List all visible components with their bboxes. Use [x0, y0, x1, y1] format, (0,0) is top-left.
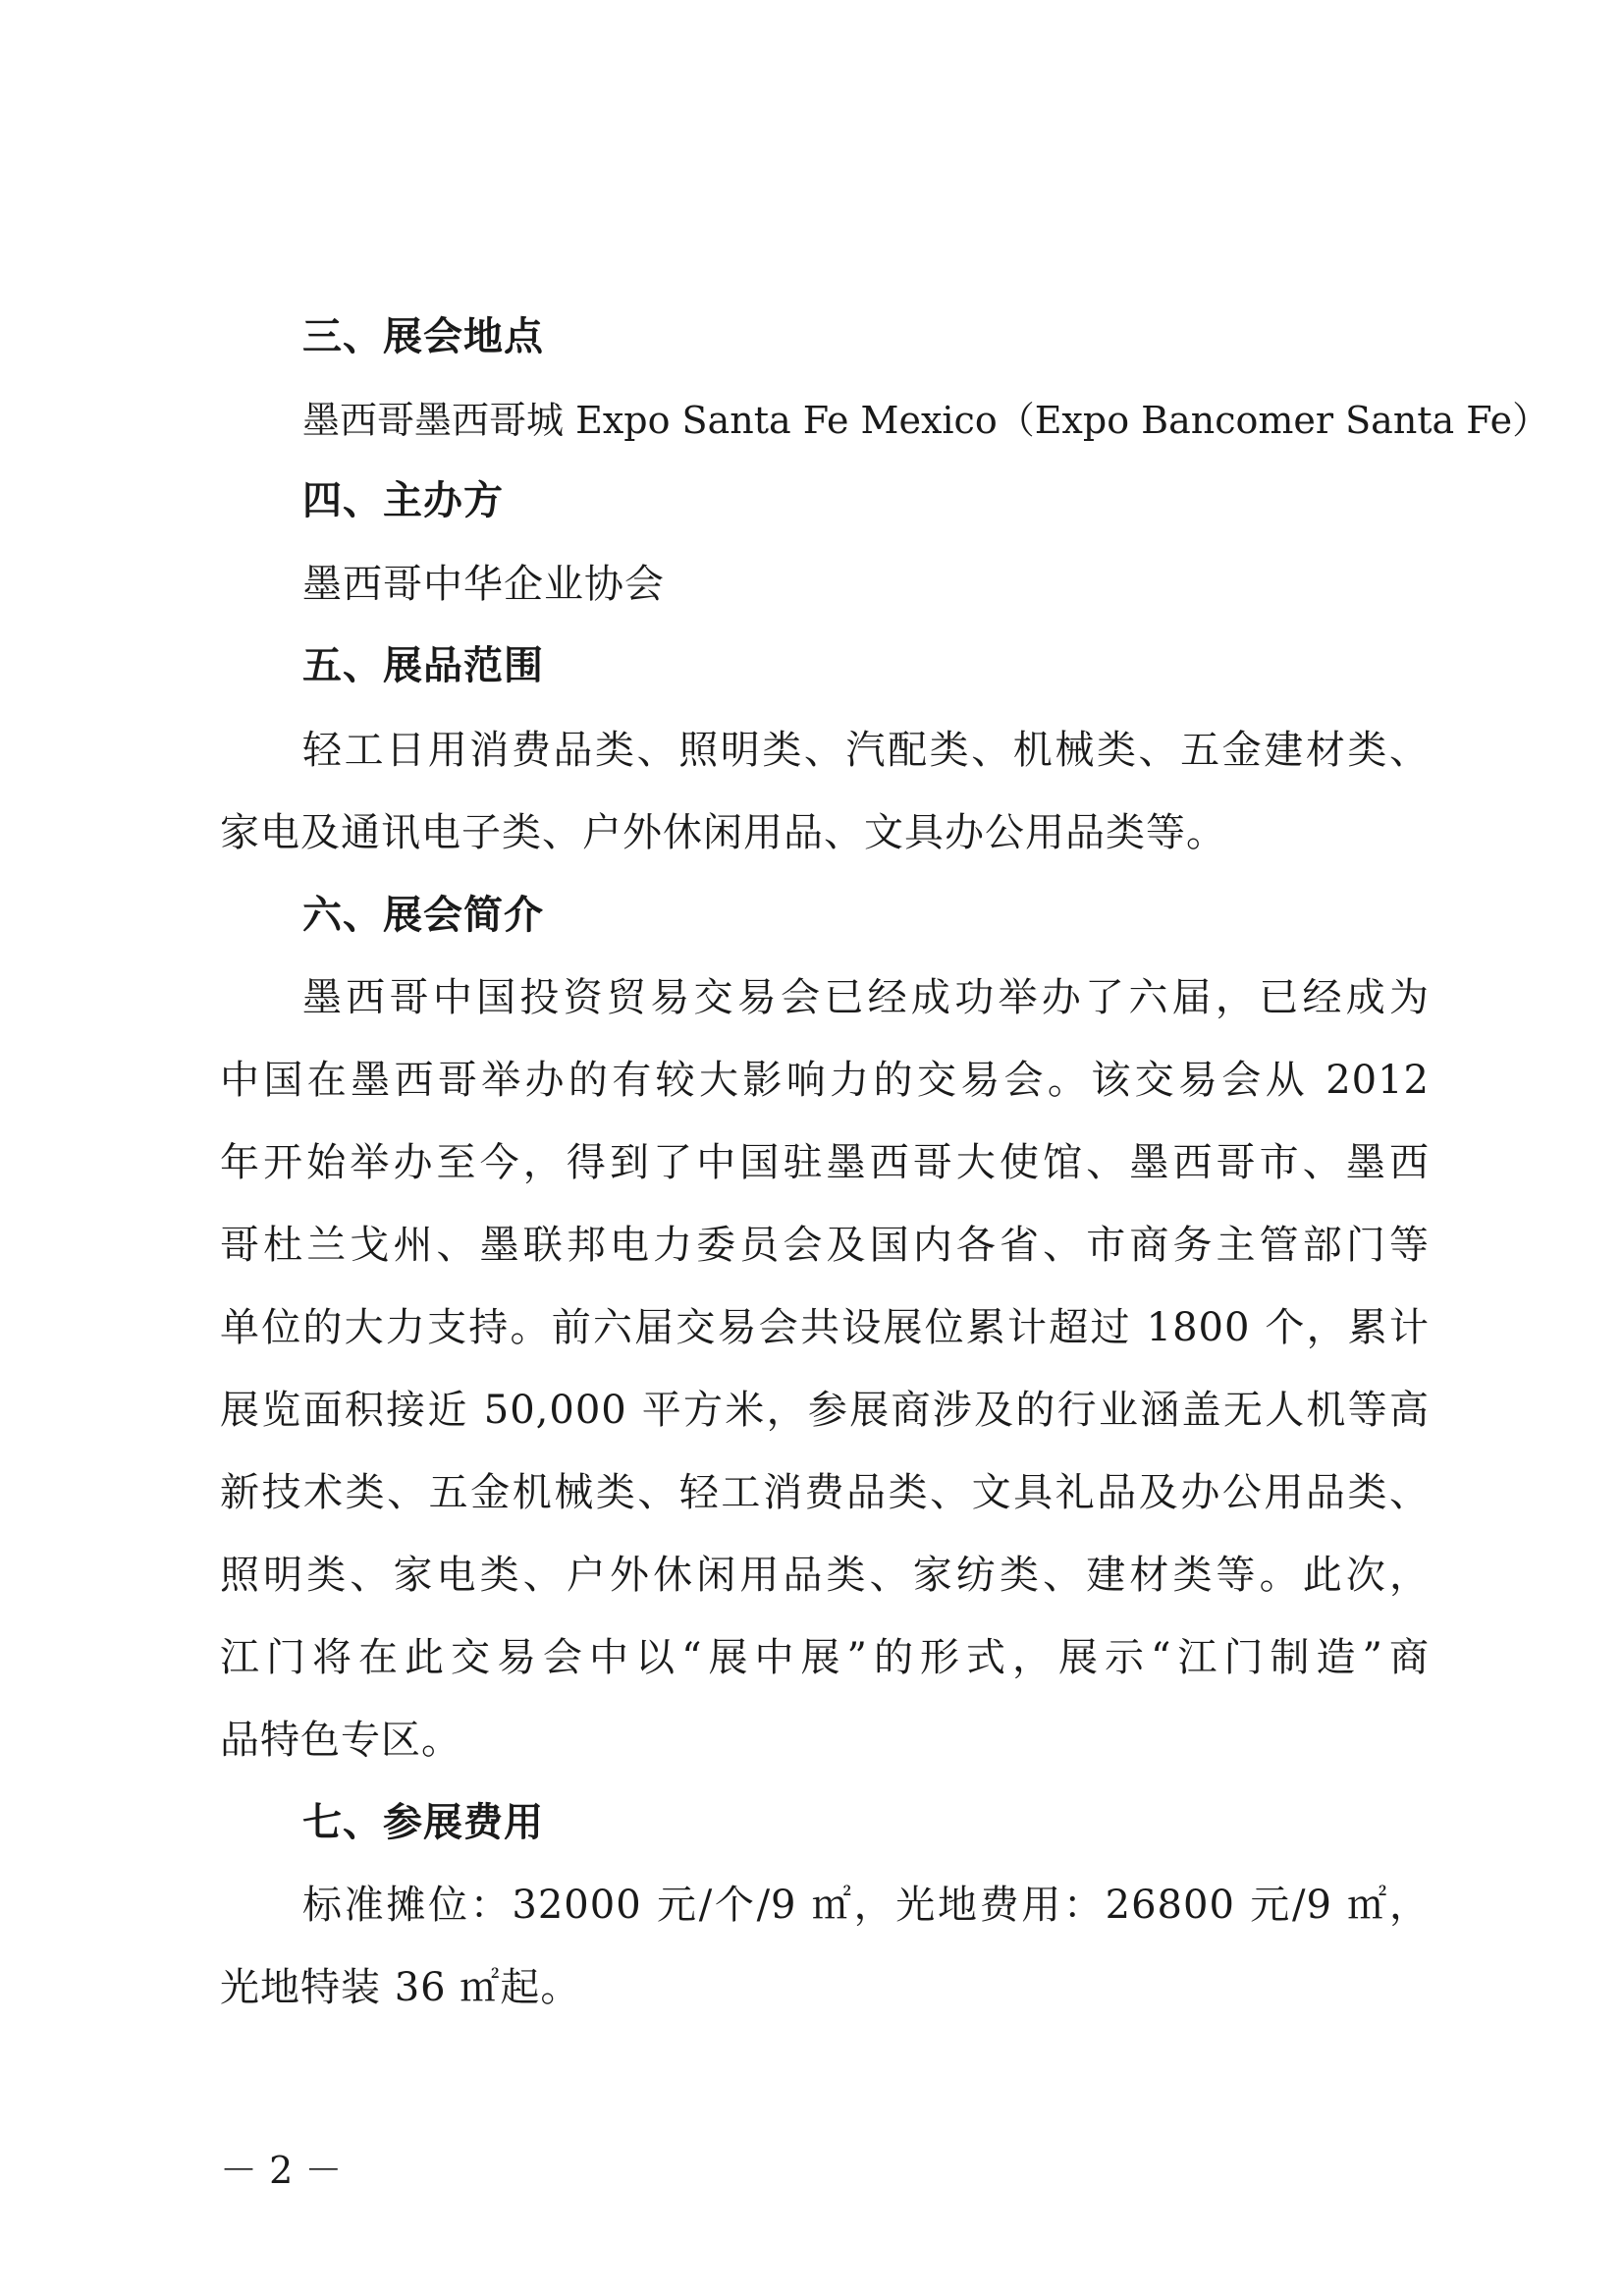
intro-line-2: 中国在墨西哥举办的有较大影响力的交易会。该交易会从 2012	[220, 1058, 1430, 1103]
intro-line-3: 年开始举办至今，得到了中国驻墨西哥大使馆、墨西哥市、墨西	[220, 1140, 1430, 1185]
intro-line-5: 单位的大力支持。前六届交易会共设展位累计超过 1800 个，累计	[220, 1305, 1430, 1350]
section-heading-organizer: 四、主办方	[302, 478, 504, 523]
page-number: － 2 －	[220, 2149, 343, 2192]
organizer-text: 墨西哥中华企业协会	[302, 562, 665, 607]
intro-line-10: 品特色专区。	[220, 1718, 461, 1763]
intro-line-7: 新技术类、五金机械类、轻工消费品类、文具礼品及办公用品类、	[220, 1470, 1430, 1515]
section-heading-intro: 六、展会简介	[302, 893, 544, 938]
section-heading-scope: 五、展品范围	[302, 643, 544, 688]
intro-line-1: 墨西哥中国投资贸易交易会已经成功举办了六届，已经成为	[302, 975, 1430, 1020]
intro-line-8: 照明类、家电类、户外休闲用品类、家纺类、建材类等。此次，	[220, 1553, 1430, 1598]
intro-line-6: 展览面积接近 50,000 平方米，参展商涉及的行业涵盖无人机等高	[220, 1388, 1430, 1433]
scope-line-1: 轻工日用消费品类、照明类、汽配类、机械类、五金建材类、	[302, 728, 1430, 773]
section-heading-fees: 七、参展费用	[302, 1800, 544, 1845]
intro-line-4: 哥杜兰戈州、墨联邦电力委员会及国内各省、市商务主管部门等	[220, 1223, 1430, 1268]
section-heading-location: 三、展会地点	[302, 314, 544, 359]
scope-line-2: 家电及通讯电子类、户外休闲用品、文具办公用品类等。	[220, 810, 1226, 855]
document-page	[220, 0, 1550, 2296]
fees-line-2: 光地特装 36 ㎡起。	[220, 1965, 581, 2010]
intro-line-9: 江门将在此交易会中以“展中展”的形式，展示“江门制造”商	[220, 1635, 1430, 1680]
location-text: 墨西哥墨西哥城 Expo Santa Fe Mexico（Expo Bancomer Santa Fe）	[302, 399, 1550, 442]
fees-line-1: 标准摊位：32000 元/个/9 ㎡，光地费用：26800 元/9 ㎡，	[302, 1883, 1430, 1928]
